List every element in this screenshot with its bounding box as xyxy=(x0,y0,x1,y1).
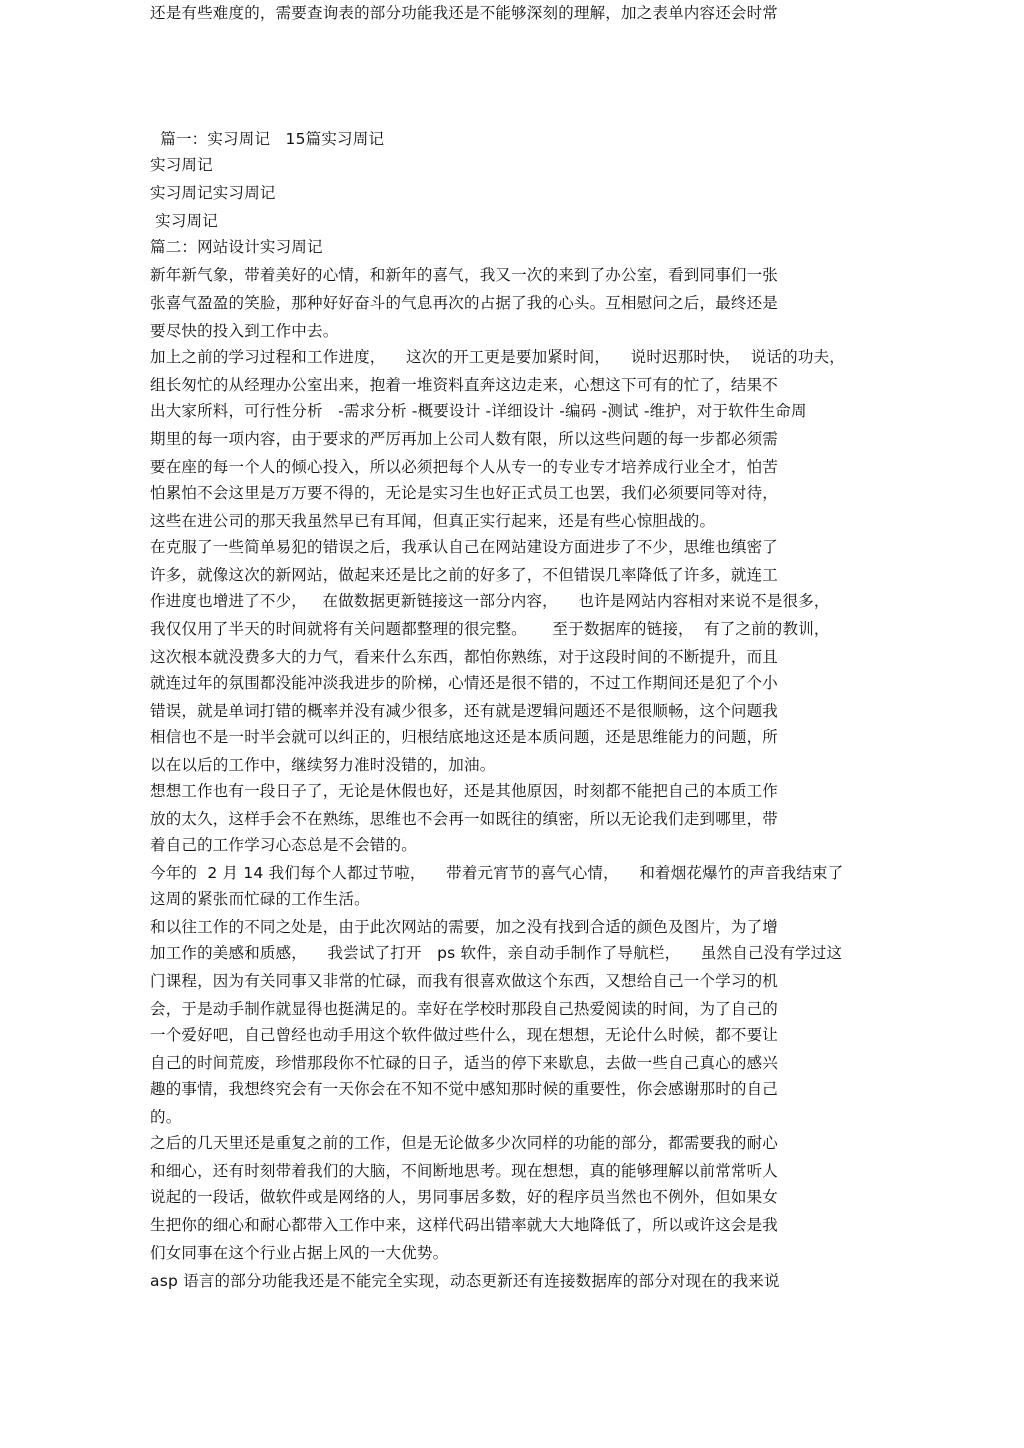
section-heading: 篇二：网站设计实习周记 xyxy=(150,238,323,256)
text-line: 想想工作也有一段日子了，无论是休假也好，还是其他原因，时刻都不能把自己的本质工作 xyxy=(150,782,779,800)
text-line: 着自己的工作学习心态总是不会错的。 xyxy=(150,836,417,854)
text-line: 加工作的美感和质感， 我尝试了打开 ps 软件，亲自动手制作了导航栏， 虽然自己没有学过这 xyxy=(150,944,843,962)
text-line: 这些在进公司的那天我虽然早已有耳闻，但真正实行起来，还是有些心惊胆战的。 xyxy=(150,512,716,530)
text-line: 期里的每一项内容，由于要求的严厉再加上公司人数有限，所以这些问题的每一步都必须需 xyxy=(150,430,779,448)
text-line: 会，于是动手制作就显得也挺满足的。幸好在学校时那段自己热爱阅读的时间，为了自己的 xyxy=(150,1000,779,1018)
text-line: 相信也不是一时半会就可以纠正的，归根结底地这还是本质问题，还是思维能力的问题，所 xyxy=(150,728,779,746)
text-line: 实习周记实习周记 xyxy=(150,184,276,202)
text-line: 张喜气盈盈的笑脸，那种好好奋斗的气息再次的占据了我的心头。互相慰问之后，最终还是 xyxy=(150,294,779,312)
text-line: 错误，就是单词打错的概率并没有减少很多，还有就是逻辑问题还不是很顺畅，这个问题我 xyxy=(150,702,779,720)
text-line: 说起的一段话，做软件或是网络的人，男同事居多数，好的程序员当然也不例外，但如果女 xyxy=(150,1188,779,1206)
section-heading: 篇一：实习周记 15篇实习周记 xyxy=(150,130,385,148)
text-line: 的。 xyxy=(150,1108,182,1126)
text-line: 还是有些难度的，需要查询表的部分功能我还是不能够深刻的理解，加之表单内容还会时常 xyxy=(150,4,779,22)
text-line: 以在以后的工作中，继续努力准时没错的，加油。 xyxy=(150,756,496,774)
text-line: 门课程，因为有关同事又非常的忙碌，而我有很喜欢做这个东西，又想给自己一个学习的机 xyxy=(150,972,779,990)
text-line: 之后的几天里还是重复之前的工作，但是无论做多少次同样的功能的部分，都需要我的耐心 xyxy=(150,1134,779,1152)
text-line: asp 语言的部分功能我还是不能完全实现，动态更新还有连接数据库的部分对现在的我来说 xyxy=(150,1272,780,1290)
text-line: 实习周记 xyxy=(150,156,213,174)
text-line: 今年的 2 月 14 我们每个人都过节啦， 带着元宵节的喜气心情， 和着烟花爆竹的声音我结束了 xyxy=(150,864,844,882)
text-line: 和以往工作的不同之处是，由于此次网站的需要，加之没有找到合适的颜色及图片，为了增 xyxy=(150,918,779,936)
text-line: 放的太久，这样手会不在熟练，思维也不会再一如既往的缜密，所以无论我们走到哪里，带 xyxy=(150,810,779,828)
text-line: 我仅仅用了半天的时间就将有关问题都整理的很完整。 至于数据库的链接， 有了之前的教训， xyxy=(150,620,830,638)
text-line: 就连过年的氛围都没能冲淡我进步的阶梯，心情还是很不错的，不过工作期间还是犯了个小 xyxy=(150,674,779,692)
text-line: 生把你的细心和耐心都带入工作中来，这样代码出错率就大大地降低了，所以或许这会是我 xyxy=(150,1216,779,1234)
text-line: 自己的时间荒废，珍惜那段你不忙碌的日子，适当的停下来歇息，去做一些自己真心的感兴 xyxy=(150,1054,779,1072)
text-line: 一个爱好吧，自己曾经也动手用这个软件做过些什么，现在想想，无论什么时候，都不要让 xyxy=(150,1026,779,1044)
text-line: 们女同事在这个行业占据上风的一大优势。 xyxy=(150,1244,449,1262)
text-line: 在克服了一些简单易犯的错误之后，我承认自己在网站建设方面进步了不少，思维也缜密了 xyxy=(150,538,779,556)
text-line: 趣的事情，我想终究会有一天你会在不知不觉中感知那时候的重要性，你会感谢那时的自己 xyxy=(150,1080,779,1098)
text-line: 要在座的每一个人的倾心投入，所以必须把每个人从专一的专业专才培养成行业全才，怕苦 xyxy=(150,458,779,476)
text-line: 这周的紧张而忙碌的工作生活。 xyxy=(150,890,370,908)
text-line: 怕累怕不会这里是万万要不得的，无论是实习生也好正式员工也罢，我们必须要同等对待， xyxy=(150,484,779,502)
text-line: 这次根本就没费多大的力气，看来什么东西，都怕你熟练，对于这段时间的不断提升，而且 xyxy=(150,648,779,666)
text-line: 加上之前的学习过程和工作进度， 这次的开工更是要加紧时间， 说时迟那时快， 说话的功夫， xyxy=(150,348,845,366)
text-line: 出大家所料，可行性分析 -需求分析 -概要设计 -详细设计 -编码 -测试 -维护，对于软件生命周 xyxy=(150,402,807,420)
text-line: 和细心，还有时刻带着我们的大脑，不间断地思考。现在想想，真的能够理解以前常常听人 xyxy=(150,1162,779,1180)
text-line: 许多，就像这次的新网站，做起来还是比之前的好多了，不但错误几率降低了许多，就连工 xyxy=(150,566,779,584)
text-line: 组长匆忙的从经理办公室出来，抱着一堆资料直奔这边走来，心想这下可有的忙了，结果不 xyxy=(150,376,779,394)
text-line: 要尽快的投入到工作中去。 xyxy=(150,322,339,340)
text-line: 作进度也增进了不少， 在做数据更新链接这一部分内容， 也许是网站内容相对来说不是很多， xyxy=(150,592,830,610)
text-line: 实习周记 xyxy=(150,212,218,230)
text-line: 新年新气象，带着美好的心情，和新年的喜气，我又一次的来到了办公室，看到同事们一张 xyxy=(150,266,779,284)
